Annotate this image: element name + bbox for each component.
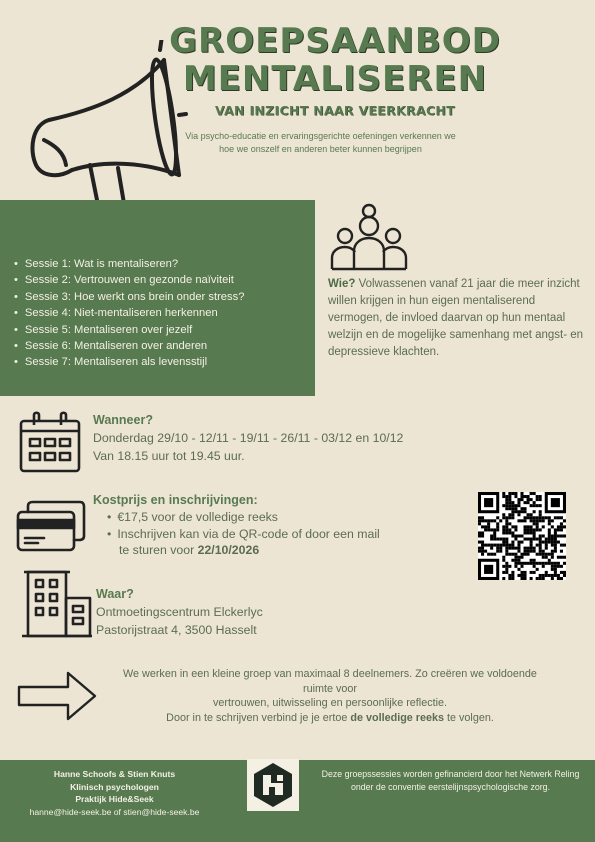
sessions-list [14, 256, 314, 371]
where-section [96, 586, 396, 639]
cost-item: • €17,5 voor de volledige reeks [107, 510, 278, 524]
session-item: • Sessie 5: Mentaliseren over jezelf [14, 322, 314, 338]
session-item: • Sessie 6: Mentaliseren over anderen [14, 338, 314, 354]
when-section [93, 412, 493, 465]
who-text [328, 276, 590, 361]
commitment-prefix: Door in te schrijven verbind je je ertoe [166, 711, 351, 724]
footer-funding: Deze groepssessies worden gefinancierd door het Netwerk Reling onder de conventie eerstelijnspsychologische zorg. [321, 769, 580, 792]
footer-contact [12, 768, 217, 818]
group-info-line-1: We werken in een kleine groep van maximaal 8 deelnemers. Zo creëren we voldoende ruimte voor [123, 668, 537, 695]
cost-item: • Inschrijven kan via de QR-code of door een mail [107, 526, 380, 541]
group-info-line-2: vertrouwen, uitwisseling en persoonlijke reflectie. [212, 697, 448, 710]
group-info-line-3 [110, 711, 550, 726]
session-item: • Sessie 7: Mentaliseren als levensstijl [14, 354, 314, 370]
page-title [150, 22, 520, 98]
footer-email[interactable]: hanne@hide-seek.be of stien@hide-seek.be [29, 806, 200, 817]
cost-section [93, 492, 463, 559]
session-item: • Sessie 2: Vertrouwen en gezonde naïviteit [14, 272, 314, 288]
cost-item-text: €17,5 voor de volledige reeks [117, 510, 278, 524]
session-item: • Sessie 3: Hoe werkt ons brein onder stress? [14, 289, 314, 305]
where-title: Waar? [96, 587, 134, 601]
cost-title: Kostprijs en inschrijvingen: [93, 493, 258, 507]
footer-practice: Praktijk Hide&Seek [75, 794, 154, 804]
where-line-1: Ontmoetingscentrum Elckerlyc [96, 605, 263, 619]
commitment-bold: de volledige reeks [350, 711, 445, 724]
commitment-suffix: te volgen. [444, 711, 494, 724]
group-info-text [110, 667, 550, 725]
calendar-icon [18, 411, 82, 473]
cost-item-continued [107, 542, 463, 559]
footer-names: Hanne Schoofs & Stien Knuts [53, 769, 176, 779]
cost-list [107, 509, 463, 559]
intro-text: Via psycho-educatie en ervaringsgerichte oefeningen verkennen we hoe we onszelf en anderen beter kunnen begrijpen [185, 131, 456, 154]
group-people-icon [330, 203, 408, 271]
arrow-right-icon [16, 670, 98, 722]
footer-role: Klinisch psychologen [70, 781, 159, 792]
hide-seek-logo-icon [247, 759, 299, 811]
who-label: Wie? [328, 278, 356, 290]
session-item: • Sessie 4: Niet-mentaliseren herkennen [14, 305, 314, 321]
where-line-2: Pastorijstraat 4, 3500 Hasselt [96, 623, 257, 637]
subtitle: VAN INZICHT NAAR VEERKRACHT [214, 103, 456, 118]
when-time: Van 18.15 uur tot 19.45 uur. [93, 449, 245, 463]
registration-deadline: 22/10/2026 [197, 543, 260, 558]
session-item: • Sessie 1: Wat is mentaliseren? [14, 256, 314, 272]
when-title: Wanneer? [93, 413, 153, 427]
when-dates: Donderdag 29/10 - 12/11 - 19/11 - 26/11 - 03/12 en 10/12 [93, 431, 404, 445]
credit-card-icon [16, 500, 86, 552]
building-icon [22, 568, 94, 640]
qr-code[interactable] [478, 492, 566, 580]
title-line-1: GROEPSAANBOD [169, 21, 501, 61]
title-line-2: MENTALISEREN [182, 59, 488, 99]
hide-seek-logo [247, 759, 299, 811]
who-description: Volwassenen vanaf 21 jaar die meer inzicht willen krijgen in hun eigen mentaliserend vermogen, de invloed daarvan op hun mentaal welzijn en de mogelijke samenhang met angst- en depressieve klachten. [328, 278, 584, 358]
cost-item-text: Inschrijven kan via de QR-code of door een mail [117, 526, 380, 541]
cost-item-text: te sturen voor [119, 543, 198, 558]
